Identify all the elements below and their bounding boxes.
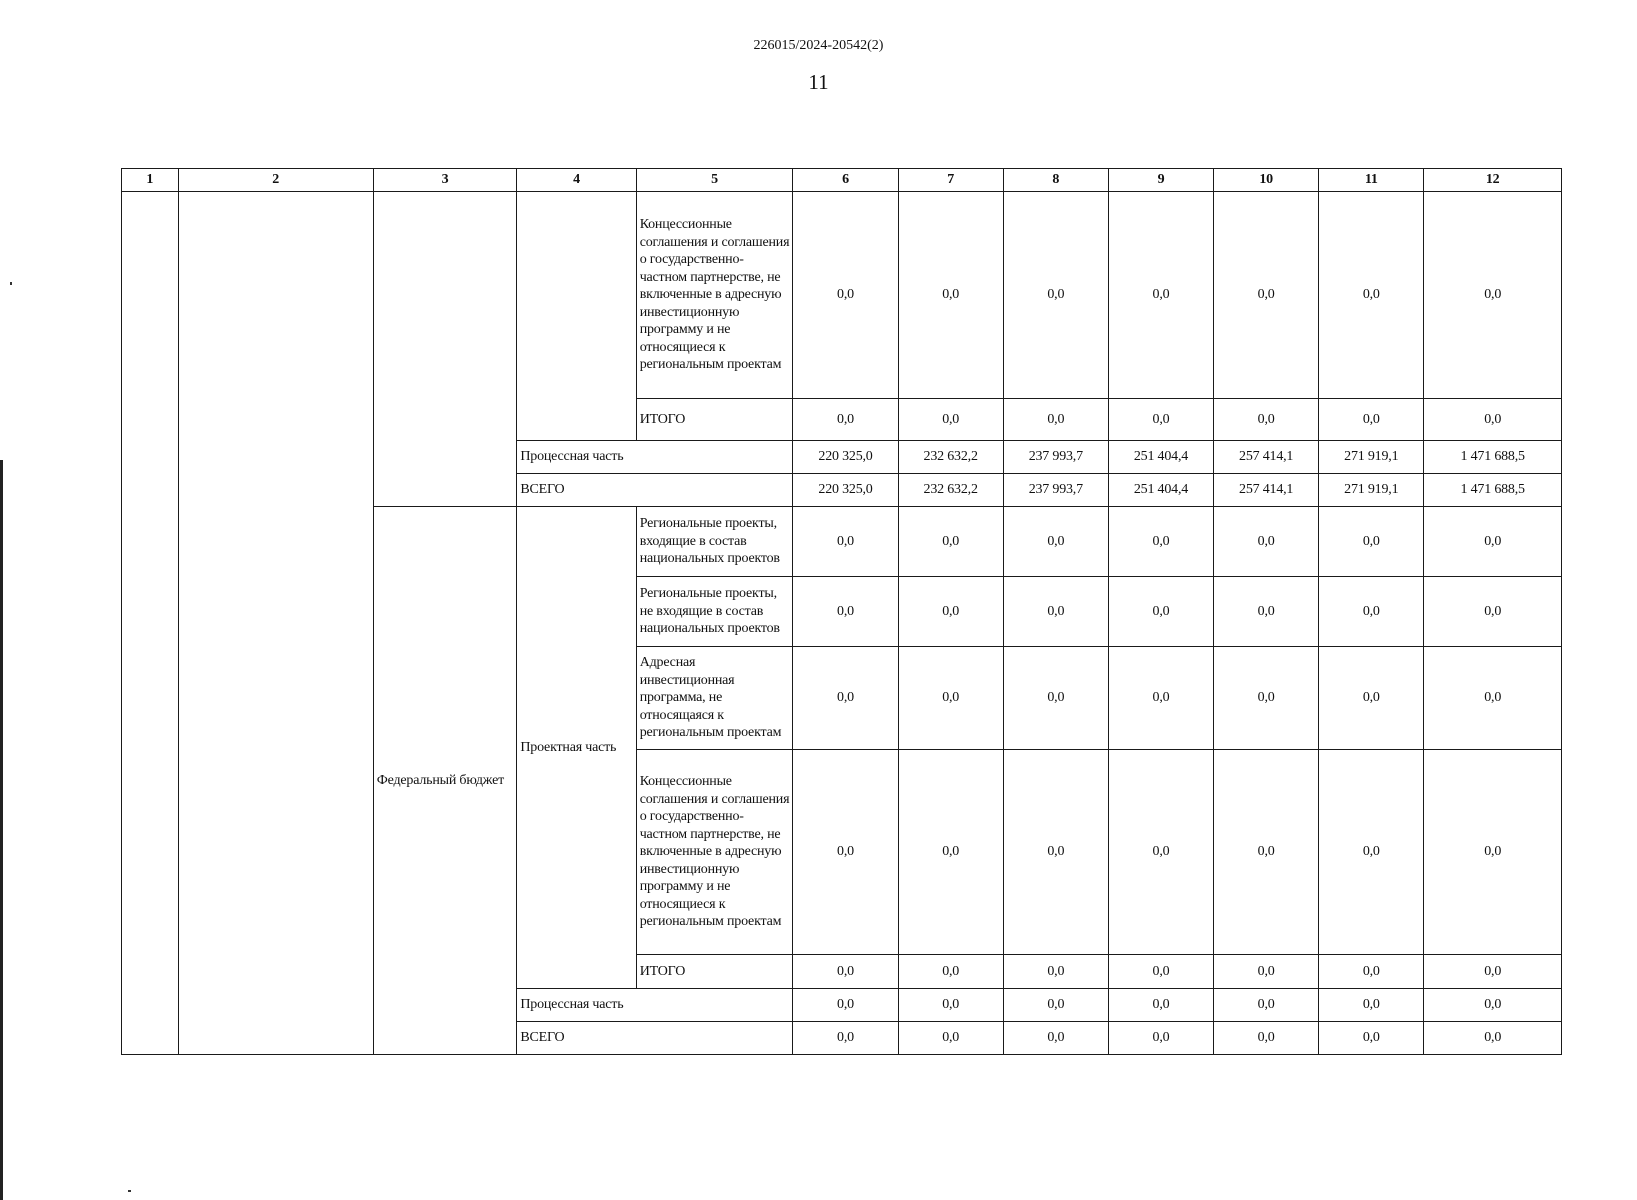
value-cell: 0,0 (1108, 647, 1213, 750)
value-cell: 0,0 (1214, 955, 1319, 989)
value-cell: 0,0 (898, 399, 1003, 441)
value-cell: 0,0 (898, 750, 1003, 955)
value-cell: 0,0 (1108, 399, 1213, 441)
total-label: ВСЕГО (517, 1022, 793, 1055)
scan-speck (10, 282, 12, 285)
value-cell: 0,0 (1319, 750, 1424, 955)
value-cell: 0,0 (1424, 989, 1562, 1022)
column-header: 2 (178, 169, 373, 192)
column-header: 12 (1424, 169, 1562, 192)
value-cell: 0,0 (1214, 507, 1319, 577)
column-2-cell (178, 192, 373, 1055)
value-cell: 0,0 (1319, 192, 1424, 399)
value-cell: 0,0 (1319, 647, 1424, 750)
value-cell: 0,0 (1319, 577, 1424, 647)
value-cell: 0,0 (1108, 1022, 1213, 1055)
value-cell: 0,0 (1319, 989, 1424, 1022)
column-header: 9 (1108, 169, 1213, 192)
table-body (122, 169, 1562, 1055)
table-row (122, 192, 1562, 399)
column-1-cell (122, 192, 179, 1055)
project-part-label: Проектная часть (517, 507, 636, 989)
value-cell: 0,0 (1108, 989, 1213, 1022)
value-cell: 0,0 (1108, 955, 1213, 989)
value-cell: 0,0 (898, 989, 1003, 1022)
column-header: 10 (1214, 169, 1319, 192)
value-cell: 0,0 (1214, 192, 1319, 399)
page-number: 11 (808, 70, 829, 94)
column-header: 7 (898, 169, 1003, 192)
value-cell: 0,0 (898, 1022, 1003, 1055)
value-cell: 0,0 (793, 399, 898, 441)
value-cell: 257 414,1 (1214, 441, 1319, 474)
value-cell: 0,0 (1214, 647, 1319, 750)
value-cell: 0,0 (898, 577, 1003, 647)
value-cell: 0,0 (898, 955, 1003, 989)
value-cell: 0,0 (1003, 955, 1108, 989)
scan-speck (128, 1190, 131, 1192)
value-cell: 0,0 (1003, 750, 1108, 955)
column-header: 3 (373, 169, 517, 192)
value-cell: 237 993,7 (1003, 441, 1108, 474)
value-cell: 0,0 (1214, 989, 1319, 1022)
value-cell: 0,0 (793, 577, 898, 647)
value-cell: 0,0 (1108, 577, 1213, 647)
scan-edge (0, 460, 3, 1200)
value-cell: 0,0 (898, 647, 1003, 750)
value-cell: 1 471 688,5 (1424, 474, 1562, 507)
process-part-label: Процессная часть (517, 441, 793, 474)
value-cell: 0,0 (1319, 955, 1424, 989)
value-cell: 0,0 (898, 507, 1003, 577)
value-cell: 0,0 (1424, 399, 1562, 441)
total-label: ВСЕГО (517, 474, 793, 507)
value-cell: 0,0 (1424, 647, 1562, 750)
value-cell: 0,0 (1003, 1022, 1108, 1055)
value-cell: 0,0 (898, 192, 1003, 399)
column-header: 8 (1003, 169, 1108, 192)
value-cell: 0,0 (793, 955, 898, 989)
value-cell: 0,0 (1003, 989, 1108, 1022)
value-cell: 0,0 (1319, 507, 1424, 577)
document-id: 226015/2024-20542(2) (753, 38, 884, 53)
row-label: Концессионные соглашения и соглашения о государственно-частном партнерстве, не включенные в адресную инвестиционную программу и не относящиеся к региональным проектам (636, 192, 793, 399)
itogo-label: ИТОГО (636, 399, 793, 441)
column-header: 5 (636, 169, 793, 192)
budget-table (121, 168, 1562, 1055)
value-cell: 251 404,4 (1108, 441, 1213, 474)
value-cell: 0,0 (793, 750, 898, 955)
value-cell: 0,0 (1214, 750, 1319, 955)
value-cell: 0,0 (1319, 399, 1424, 441)
row-label: Региональные проекты, входящие в состав национальных проектов (636, 507, 793, 577)
value-cell: 271 919,1 (1319, 474, 1424, 507)
value-cell: 1 471 688,5 (1424, 441, 1562, 474)
value-cell: 0,0 (1424, 192, 1562, 399)
itogo-label: ИТОГО (636, 955, 793, 989)
value-cell: 0,0 (1108, 507, 1213, 577)
value-cell: 237 993,7 (1003, 474, 1108, 507)
process-part-label: Процессная часть (517, 989, 793, 1022)
value-cell: 0,0 (1214, 577, 1319, 647)
source-federal-budget: Федеральный бюджет (373, 507, 517, 1055)
value-cell: 0,0 (793, 192, 898, 399)
value-cell: 0,0 (1108, 192, 1213, 399)
value-cell: 0,0 (1319, 1022, 1424, 1055)
value-cell: 251 404,4 (1108, 474, 1213, 507)
value-cell: 0,0 (1424, 1022, 1562, 1055)
header-row (122, 169, 1562, 192)
value-cell: 0,0 (793, 647, 898, 750)
value-cell: 0,0 (1424, 750, 1562, 955)
value-cell: 220 325,0 (793, 474, 898, 507)
value-cell: 0,0 (1214, 399, 1319, 441)
value-cell: 0,0 (1424, 577, 1562, 647)
row-label: Региональные проекты, не входящие в состав национальных проектов (636, 577, 793, 647)
value-cell: 0,0 (793, 989, 898, 1022)
value-cell: 0,0 (1108, 750, 1213, 955)
project-part-cell-empty (517, 192, 636, 441)
value-cell: 232 632,2 (898, 441, 1003, 474)
value-cell: 0,0 (793, 507, 898, 577)
row-label: Адресная инвестиционная программа, не относящаяся к региональным проектам (636, 647, 793, 750)
row-label: Концессионные соглашения и соглашения о государственно-частном партнерстве, не включенные в адресную инвестиционную программу и не относящиеся к региональным проектам (636, 750, 793, 955)
column-header: 1 (122, 169, 179, 192)
value-cell: 0,0 (1003, 507, 1108, 577)
value-cell: 232 632,2 (898, 474, 1003, 507)
value-cell: 0,0 (1003, 577, 1108, 647)
value-cell: 0,0 (1003, 192, 1108, 399)
column-header: 11 (1319, 169, 1424, 192)
value-cell: 0,0 (1003, 399, 1108, 441)
column-header: 4 (517, 169, 636, 192)
value-cell: 0,0 (793, 1022, 898, 1055)
value-cell: 0,0 (1424, 955, 1562, 989)
value-cell: 0,0 (1214, 1022, 1319, 1055)
value-cell: 0,0 (1003, 647, 1108, 750)
value-cell: 271 919,1 (1319, 441, 1424, 474)
column-header: 6 (793, 169, 898, 192)
value-cell: 0,0 (1424, 507, 1562, 577)
source-cell-empty (373, 192, 517, 507)
value-cell: 257 414,1 (1214, 474, 1319, 507)
value-cell: 220 325,0 (793, 441, 898, 474)
